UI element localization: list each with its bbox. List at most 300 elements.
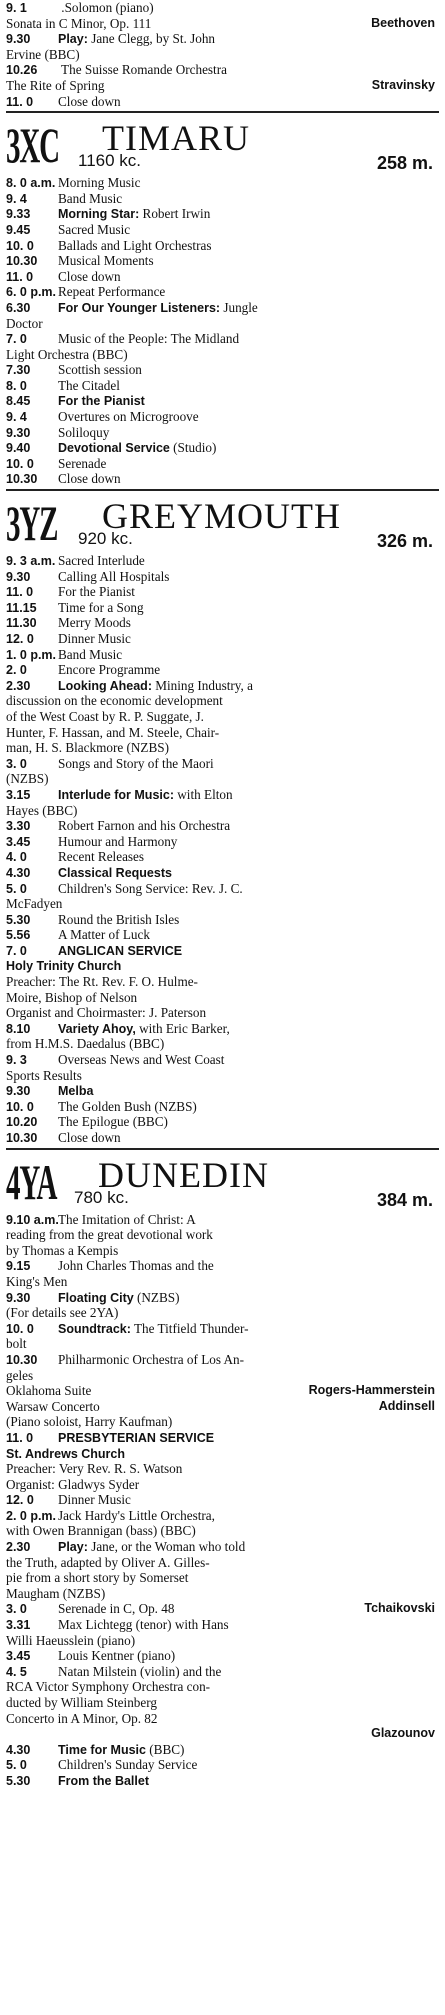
programme-text: Close down (58, 1130, 121, 1145)
programme-line (6, 1130, 439, 1146)
programme-composer: Tchaikovski (360, 1601, 435, 1617)
programme-line (6, 709, 439, 725)
programme-time: 10.30 (6, 1352, 38, 1367)
programme-text: (NZBS) (6, 771, 49, 787)
programme-title: ANGLICAN SERVICE (58, 943, 183, 958)
programme-text: Sacred Music (58, 221, 131, 237)
programme-time: 9.33 (6, 207, 31, 222)
programme-text: RCA Victor Symphony Orchestra con- (6, 1679, 211, 1695)
programme-line (6, 284, 439, 300)
programme-line (6, 865, 439, 881)
section-divider (6, 111, 439, 113)
programme-text: Warsaw Concerto (6, 1398, 100, 1414)
programme-line (6, 456, 439, 472)
programme-line (6, 1648, 439, 1664)
programme-time: 10. 0 (6, 238, 34, 253)
programme-title: PRESBYTERIAN SERVICE (58, 1430, 215, 1445)
programme-text: Scottish session (58, 362, 142, 378)
programme-text: Oklahoma Suite (6, 1383, 92, 1399)
programme-text: Overtures on Microgroove (58, 409, 199, 425)
programme-line (6, 16, 439, 32)
programme-line (6, 803, 439, 819)
programme-time: 11. 0 (6, 1430, 34, 1445)
programme-text: with Owen Brannigan (bass) (BBC) (6, 1523, 196, 1539)
programme-line (6, 1258, 439, 1274)
programme-line (6, 1664, 439, 1680)
programme-text: Overseas News and West Coast (58, 1052, 225, 1068)
programme-title: Soundtrack: (58, 1321, 131, 1336)
programme-text: A Matter of Luck (58, 927, 150, 943)
programme-line (6, 1099, 439, 1115)
programme-text: Morning Music (58, 175, 141, 191)
programme-line (6, 1461, 439, 1477)
programme-time: 9. 3 a.m. (6, 554, 56, 569)
station-city: TIMARU (102, 118, 250, 159)
programme-text: Sports Results (6, 1067, 82, 1083)
programme-time: 9.45 (6, 222, 31, 237)
programme-time: 6. 0 p.m. (6, 285, 57, 300)
programme-title: Morning Star: (58, 207, 140, 222)
programme-line (6, 725, 439, 741)
programme-line (6, 1773, 439, 1789)
programme-time: 1. 0 p.m. (6, 647, 57, 662)
programme-time: 11. 0 (6, 269, 34, 284)
programme-text: Organist: Gladwys Syder (6, 1476, 140, 1492)
programme-time: 9.30 (6, 32, 31, 47)
programme-line (6, 1243, 439, 1259)
programme-text: Ervine (BBC) (6, 46, 80, 62)
programme-line (6, 1757, 439, 1773)
programme-line (6, 958, 439, 974)
programme-line (6, 1539, 439, 1555)
programme-line (6, 471, 439, 487)
programme-text: Sonata in C Minor, Op. 111 (6, 15, 152, 31)
station-city: GREYMOUTH (102, 496, 341, 537)
programme-time: 10.30 (6, 254, 38, 269)
programme-line (6, 1368, 439, 1384)
programme-time: 9.30 (6, 425, 31, 440)
programme-line (6, 440, 439, 456)
programme-line (6, 1430, 439, 1446)
programme-time: 9. 4 (6, 191, 27, 206)
programme-title: St. Andrews Church (6, 1446, 125, 1461)
programme-text: Music of the People: The Midland (58, 331, 240, 347)
programme-time: 10.30 (6, 472, 38, 487)
programme-time: 2. 0 p.m. (6, 1508, 57, 1523)
programme-time: 4.30 (6, 865, 31, 880)
programme-line (6, 881, 439, 897)
programme-text: The Golden Bush (NZBS) (58, 1098, 197, 1114)
programme-time: 3.15 (6, 787, 31, 802)
programme-line (6, 331, 439, 347)
programme-line (6, 584, 439, 600)
programme-line (6, 1679, 439, 1695)
programme-line (6, 1083, 439, 1099)
programme-text: Serenade in C, Op. 48 (58, 1601, 175, 1617)
programme-text: For the Pianist (58, 584, 135, 600)
programme-text: reading from the great devotional work (6, 1227, 213, 1243)
programme-text: ducted by William Steinberg (6, 1695, 157, 1710)
programme-line (6, 1005, 439, 1021)
programme-time: 11.15 (6, 600, 37, 615)
programme-text: Doctor (6, 315, 43, 331)
programme-composer: Addinsell (375, 1399, 435, 1415)
programme-text: McFadyen (6, 896, 63, 912)
programme-time: 5.30 (6, 912, 31, 927)
programme-line (6, 553, 439, 569)
programme-text: King's Men (6, 1273, 68, 1289)
programme-composer: Beethoven (367, 16, 435, 32)
programme-text: The Citadel (58, 377, 120, 393)
programme-time: 5.30 (6, 1773, 31, 1788)
station-callsign: 3XC (6, 117, 59, 174)
programme-time: 5. 0 (6, 1758, 27, 1773)
programme-text: Concerto in A Minor, Op. 82 (6, 1710, 158, 1726)
programme-line (6, 896, 439, 912)
programme-time: 3.45 (6, 834, 31, 849)
programme-time: 11. 0 (6, 94, 34, 109)
programme-time: 7.30 (6, 363, 31, 378)
programme-text: Recent Releases (58, 849, 145, 865)
programme-time: 9.30 (6, 1290, 31, 1305)
programme-text: (Studio) (169, 440, 217, 456)
programme-text: The Rite of Spring (6, 77, 105, 93)
programme-line (6, 1695, 439, 1711)
programme-line (6, 1383, 439, 1399)
programme-text: with Elton (173, 786, 233, 802)
programme-text: with Eric Barker, (135, 1020, 230, 1036)
programme-text: Close down (58, 268, 121, 284)
programme-title: Devotional Service (58, 441, 170, 456)
programme-title: For Our Younger Listeners: (58, 300, 221, 315)
programme-composer: Stravinsky (368, 78, 435, 94)
station-header (6, 117, 439, 175)
programme-line (6, 569, 439, 585)
programme-text: by Thomas a Kempis (6, 1242, 119, 1258)
programme-time: 10. 0 (6, 1099, 34, 1114)
programme-line (6, 600, 439, 616)
programme-line (6, 1508, 439, 1524)
programme-time: 9. 3 (6, 1053, 27, 1068)
programme-text: Jane, or the Woman who told (87, 1539, 246, 1555)
programme-line (6, 238, 439, 254)
programme-line (6, 1742, 439, 1758)
programme-time: 4. 0 (6, 850, 27, 865)
programme-line (6, 615, 439, 631)
programme-line (6, 818, 439, 834)
programme-time: 2.30 (6, 678, 31, 693)
programme-line (6, 31, 439, 47)
programme-line (6, 1399, 439, 1415)
programme-line (6, 912, 439, 928)
programme-line (6, 1617, 439, 1633)
programme-time: 4. 5 (6, 1664, 27, 1679)
programme-line (6, 1036, 439, 1052)
programme-line (6, 1446, 439, 1462)
programme-line (6, 1711, 439, 1727)
programme-text: (Piano soloist, Harry Kaufman) (6, 1414, 173, 1430)
programme-text: Hunter, F. Hassan, and M. Steele, Chair- (6, 724, 220, 740)
programme-time: 8. 0 (6, 378, 27, 393)
programme-line (6, 269, 439, 285)
programme-time: 12. 0 (6, 1493, 34, 1508)
programme-title: From the Ballet (58, 1773, 149, 1788)
programme-line (6, 94, 439, 110)
programme-line (6, 175, 439, 191)
programme-line (6, 1726, 439, 1742)
programme-line (6, 1321, 439, 1337)
programme-line (6, 631, 439, 647)
programme-text: Natan Milstein (violin) and the (58, 1663, 222, 1679)
programme-text: (BBC) (145, 1741, 185, 1757)
station-header (6, 495, 439, 553)
programme-line (6, 1477, 439, 1493)
programme-text: Serenade (58, 455, 107, 471)
radio-programme-column (6, 0, 439, 2015)
programme-time: 11. 0 (6, 585, 34, 600)
programme-line (6, 409, 439, 425)
programme-time: 12. 0 (6, 632, 34, 646)
programme-text: Time for a Song (58, 599, 144, 615)
programme-line (6, 662, 439, 678)
programme-time: 9.10 a.m. (6, 1212, 59, 1227)
programme-time: 11.30 (6, 616, 37, 631)
programme-title: For the Pianist (58, 394, 145, 409)
programme-text: Mining Industry, a (151, 677, 253, 693)
programme-line (6, 1114, 439, 1130)
programme-text: Maugham (NZBS) (6, 1585, 106, 1601)
programme-text: Humour and Harmony (58, 833, 178, 849)
programme-text: Jungle (220, 299, 258, 315)
programme-line (6, 974, 439, 990)
station-callsign: 3YZ (6, 495, 58, 552)
programme-composer: Glazounov (367, 1726, 435, 1742)
programme-text: The Imitation of Christ: A (58, 1211, 196, 1227)
programme-line (6, 393, 439, 409)
programme-text: Merry Moods (58, 615, 131, 631)
programme-text: Light Orchestra (BBC) (6, 346, 128, 362)
programme-time: 8.45 (6, 394, 31, 409)
programme-time: 10. 0 (6, 1321, 34, 1336)
station-frequency: 780 kc. (74, 1187, 129, 1207)
programme-time: 8. 0 a.m. (6, 176, 56, 191)
programme-title: Time for Music (58, 1742, 146, 1757)
programme-time: 3.30 (6, 819, 31, 834)
programme-line (6, 771, 439, 787)
programme-text: Encore Programme (58, 662, 161, 678)
programme-time: 9. 4 (6, 410, 27, 425)
programme-text: man, H. S. Blackmore (NZBS) (6, 740, 169, 756)
programme-text: (NZBS) (133, 1289, 180, 1305)
programme-title: Variety Ahoy, (58, 1021, 136, 1036)
programme-text: (For details see 2YA) (6, 1305, 119, 1321)
programme-time: 3.31 (6, 1618, 31, 1633)
programme-text: Children's Song Service: Rev. J. C. (58, 880, 243, 896)
programme-line (6, 1633, 439, 1649)
programme-line (6, 740, 439, 756)
programme-text: Willi Haeusslein (piano) (6, 1632, 136, 1648)
programme-line (6, 1570, 439, 1586)
programme-text: Band Music (58, 646, 123, 662)
programme-line (6, 1555, 439, 1571)
programme-text: Soliloquy (58, 424, 110, 440)
programme-line (6, 206, 439, 222)
programme-line (6, 1227, 439, 1243)
station-city: DUNEDIN (98, 1154, 269, 1195)
programme-text: Robert Farnon and his Orchestra (58, 818, 231, 834)
programme-text: Songs and Story of the Maori (58, 755, 214, 771)
station-wavelength: 326 m. (376, 531, 433, 552)
programme-line (6, 425, 439, 441)
programme-time: 9.40 (6, 441, 31, 456)
programme-time: 10. 0 (6, 456, 34, 471)
programme-text: pie from a short story by Somerset (6, 1570, 189, 1586)
programme-line (6, 1021, 439, 1037)
section-divider (6, 1148, 439, 1150)
programme-line (6, 1068, 439, 1084)
programme-text: geles (6, 1367, 34, 1383)
programme-line (6, 316, 439, 332)
programme-line (6, 362, 439, 378)
programme-line (6, 47, 439, 63)
programme-line (6, 1290, 439, 1306)
programme-title: Floating City (58, 1290, 134, 1305)
programme-time: 9.30 (6, 569, 31, 584)
programme-line (6, 347, 439, 363)
programme-text: Repeat Performance (58, 284, 166, 300)
programme-line (6, 1586, 439, 1602)
programme-line (6, 1305, 439, 1321)
programme-text: Close down (58, 471, 121, 487)
programme-line (6, 300, 439, 316)
programme-line (6, 1492, 439, 1508)
programme-text: John Charles Thomas and the (58, 1258, 214, 1274)
programme-time: 9.30 (6, 1084, 31, 1099)
programme-title: Holy Trinity Church (6, 959, 122, 974)
programme-time: 7. 0 (6, 332, 27, 347)
programme-time: 6.30 (6, 300, 31, 315)
programme-time: 8.10 (6, 1021, 31, 1036)
programme-text: Robert Irwin (139, 206, 211, 222)
programme-text: Moire, Bishop of Nelson (6, 989, 138, 1005)
programme-text: bolt (6, 1336, 27, 1352)
programme-title: Play: (58, 32, 88, 47)
programme-text: Musical Moments (58, 253, 154, 269)
programme-text: of the West Coast by R. P. Suggate, J. (6, 708, 204, 724)
programme-time: 10.30 (6, 1131, 38, 1145)
programme-title: Play: (58, 1540, 88, 1555)
programme-line (6, 1212, 439, 1228)
station-frequency: 1160 kc. (78, 151, 142, 171)
programme-line (6, 834, 439, 850)
programme-time: 5. 0 (6, 881, 27, 896)
programme-text: Children's Sunday Service (58, 1757, 198, 1773)
programme-line (6, 1052, 439, 1068)
programme-line (6, 1523, 439, 1539)
programme-text: the Truth, adapted by Oliver A. Gilles- (6, 1554, 210, 1570)
programme-title: Classical Requests (58, 865, 172, 880)
programme-time: 2.30 (6, 1540, 31, 1555)
programme-line (6, 1274, 439, 1290)
station-frequency: 920 kc. (78, 529, 133, 549)
station-callsign: 4YA (6, 1153, 57, 1210)
programme-text: Round the British Isles (58, 911, 180, 927)
programme-text: Sacred Interlude (58, 553, 145, 569)
programme-time: 7. 0 (6, 943, 27, 958)
programme-line (6, 787, 439, 803)
programme-line (6, 756, 439, 772)
programme-line (6, 990, 439, 1006)
programme-title: Melba (58, 1084, 94, 1099)
programme-time: 10.26 (6, 63, 38, 78)
programme-text: Ballads and Light Orchestras (58, 237, 212, 253)
programme-time: 3. 0 (6, 756, 27, 771)
programme-line (6, 1352, 439, 1368)
programme-title: Looking Ahead: (58, 678, 152, 693)
programme-text: Band Music (58, 190, 123, 206)
programme-text: Dinner Music (58, 1492, 131, 1508)
programme-text: discussion on the economic development (6, 693, 223, 709)
programme-composer: Rogers-Hammerstein (305, 1383, 435, 1399)
programme-line (6, 78, 439, 94)
programme-text: Louis Kentner (piano) (58, 1648, 176, 1664)
programme-time: 9.15 (6, 1259, 31, 1274)
programme-line (6, 849, 439, 865)
programme-line (6, 943, 439, 959)
programme-text: Calling All Hospitals (58, 568, 170, 584)
programme-line (6, 191, 439, 207)
programme-text: Philharmonic Orchestra of Los An- (58, 1351, 245, 1367)
programme-line (6, 222, 439, 238)
programme-text: Hayes (BBC) (6, 802, 78, 818)
programme-line (6, 927, 439, 943)
programme-time: 5.56 (6, 928, 31, 943)
programme-line (6, 693, 439, 709)
programme-line (6, 678, 439, 694)
programme-text: from H.M.S. Daedalus (BBC) (6, 1036, 165, 1052)
programme-text: Jane Clegg, by St. John (87, 31, 216, 47)
programme-time: 2. 0 (6, 663, 27, 678)
programme-text: Preacher: The Rt. Rev. F. O. Hulme- (6, 974, 198, 990)
section-divider (6, 489, 439, 491)
programme-line (6, 378, 439, 394)
programme-line (6, 0, 439, 16)
programme-text: Jack Hardy's Little Orchestra, (58, 1507, 215, 1523)
programme-text: Preacher: Very Rev. R. S. Watson (6, 1461, 183, 1477)
programme-line (6, 253, 439, 269)
programme-line (6, 647, 439, 663)
programme-text: .Solomon (piano) (58, 0, 154, 15)
programme-time: 4.30 (6, 1742, 31, 1757)
station-wavelength: 258 m. (376, 153, 433, 174)
programme-line (6, 1336, 439, 1352)
programme-time: 9. 1 (6, 1, 27, 15)
station-header (6, 1154, 439, 1212)
programme-time: 3.45 (6, 1649, 31, 1664)
programme-line (6, 62, 439, 78)
station-wavelength: 384 m. (376, 1189, 433, 1210)
programme-text: Max Lichtegg (tenor) with Hans (58, 1617, 229, 1633)
programme-time: 3. 0 (6, 1602, 27, 1617)
programme-title: Interlude for Music: (58, 787, 174, 802)
programme-text: The Titfield Thunder- (130, 1320, 249, 1336)
programme-text: Dinner Music (58, 631, 131, 646)
programme-text: The Epilogue (BBC) (58, 1114, 168, 1130)
programme-line (6, 1414, 439, 1430)
programme-text: Organist and Choirmaster: J. Paterson (6, 1005, 207, 1021)
programme-text: Close down (58, 93, 121, 109)
programme-time: 10.20 (6, 1115, 38, 1130)
